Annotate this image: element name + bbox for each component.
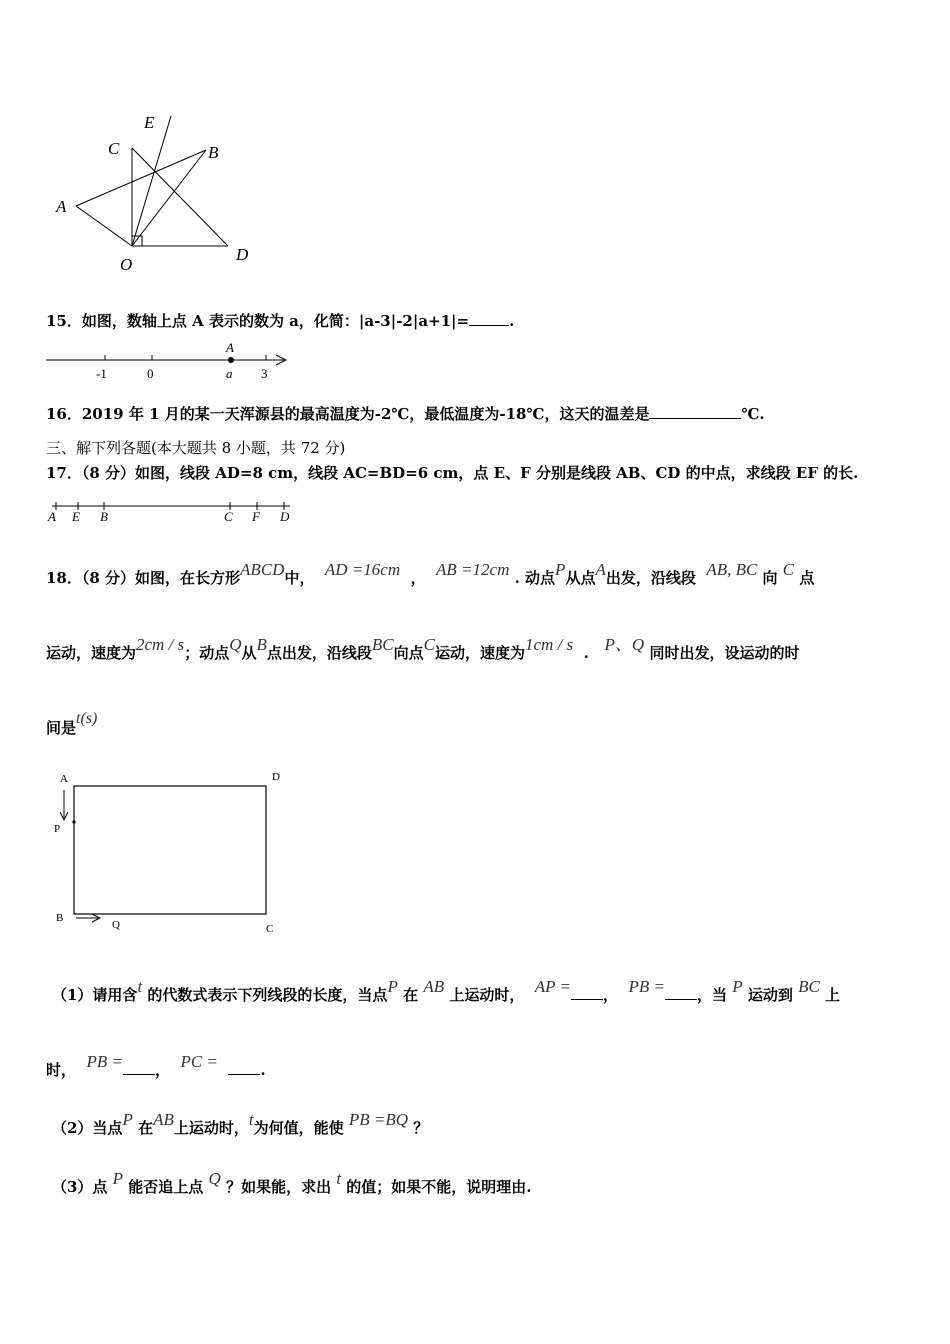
rect-label-b: B xyxy=(56,912,64,924)
math-t: t xyxy=(336,1169,342,1188)
rect-label-q: Q xyxy=(112,919,120,931)
q18-1-text: ， xyxy=(154,1061,170,1079)
q18-1-text: 运动到 xyxy=(747,986,793,1004)
math-speed-q: 1cm / s xyxy=(525,635,574,654)
tick-label-zero: 0 xyxy=(147,366,154,381)
q16-answer-blank xyxy=(649,404,741,419)
q18-2-text: ？ xyxy=(413,1119,429,1137)
math-speed-p: 2cm / s xyxy=(136,635,185,654)
rect-label-p: P xyxy=(54,823,61,835)
question-18-part-1-line-1 xyxy=(52,977,841,1005)
math-a: A xyxy=(595,560,606,579)
math-t: t xyxy=(248,1110,254,1129)
math-ab-bc: AB, BC xyxy=(706,560,758,579)
label-o: O xyxy=(120,255,133,274)
number-line xyxy=(44,340,294,384)
q18-3-text: （3）点 xyxy=(52,1178,108,1196)
q18-text: 从点 xyxy=(565,569,596,587)
q18-3-text: 能否追上点 xyxy=(128,1178,204,1196)
math-ap-eq: AP = xyxy=(534,977,571,996)
label-a: A xyxy=(56,197,67,216)
seg-label-a: A xyxy=(48,509,56,524)
math-q: Q xyxy=(229,635,242,654)
q18-3-text: 的值；如果不能，说明理由. xyxy=(346,1178,532,1196)
q18-1-text: 的代数式表示下列线段的长度，当点 xyxy=(147,986,388,1004)
q15-text: 如图，数轴上点 A 表示的数为 a，化简：|a-3|-2|a+1|= xyxy=(81,312,470,330)
q18-1-text: . xyxy=(260,1061,266,1079)
rect-label-a: A xyxy=(60,773,68,785)
q18-text: ， xyxy=(410,569,426,587)
question-18-line-3 xyxy=(46,710,98,739)
pc-answer-blank xyxy=(228,1060,260,1075)
q18-text: 点出发，沿线段 xyxy=(266,644,372,662)
q18-1-text: ， xyxy=(602,986,618,1004)
label-e: E xyxy=(144,113,155,132)
q18-text: . xyxy=(583,644,589,662)
q16-end: ℃. xyxy=(741,405,765,423)
seg-label-d: D xyxy=(280,509,290,524)
math-c: C xyxy=(782,560,795,579)
line-oe xyxy=(132,116,171,246)
seg-label-c: C xyxy=(224,509,233,524)
math-p: P xyxy=(555,560,566,579)
q18-1-text: 在 xyxy=(403,986,419,1004)
q18-1-text: 时， xyxy=(46,1061,77,1079)
question-15 xyxy=(46,311,514,331)
tick-label-a: a xyxy=(226,366,233,381)
q18-2-text: 上运动时， xyxy=(173,1119,249,1137)
question-18-part-1-line-2 xyxy=(46,1052,266,1080)
rectangle-figure xyxy=(50,766,290,938)
q18-text: 点 xyxy=(799,569,815,587)
math-t-s: t(s) xyxy=(76,710,98,727)
math-pc-eq: PC = xyxy=(180,1052,218,1071)
q17-number: 17． xyxy=(46,464,82,482)
line-ob xyxy=(132,150,206,246)
seg-label-e: E xyxy=(72,509,80,524)
axis-point-label: A xyxy=(226,340,234,355)
math-p: P xyxy=(387,977,398,996)
q16-number: 16． xyxy=(46,405,82,423)
q18-text: 从 xyxy=(241,644,257,662)
q15-number: 15． xyxy=(46,312,82,330)
rect-label-d: D xyxy=(272,771,280,783)
ap-answer-blank xyxy=(571,985,603,1000)
math-bc: BC xyxy=(371,635,394,654)
math-ab: AB xyxy=(423,977,445,996)
question-16 xyxy=(46,404,765,424)
math-p: P xyxy=(112,1169,124,1188)
q18-text: 间是 xyxy=(46,719,77,737)
q18-text: 运动，速度为 xyxy=(435,644,526,662)
line-ao xyxy=(76,206,132,246)
label-c: C xyxy=(108,139,120,158)
seg-label-f: F xyxy=(252,509,260,524)
q18-text: . 动点 xyxy=(514,569,556,587)
math-ab: AB xyxy=(153,1110,174,1129)
pb-answer-blank xyxy=(665,985,697,1000)
question-18-part-2 xyxy=(52,1110,429,1138)
q18-text: 向点 xyxy=(393,644,424,662)
question-18-line-2 xyxy=(46,635,800,663)
seg-label-b: B xyxy=(100,509,108,524)
q18-3-text: ？如果能，求出 xyxy=(226,1178,332,1196)
math-p: P xyxy=(732,977,743,996)
q18-1-text: 上运动时， xyxy=(449,986,525,1004)
q16-text: 2019 年 1 月的某一天浑源县的最高温度为-2℃，最低温度为-18℃，这天的温差是 xyxy=(81,405,650,423)
math-ad: AD =16cm xyxy=(324,560,401,579)
tick-label-three: 3 xyxy=(261,366,268,381)
q18-text: ；动点 xyxy=(184,644,230,662)
question-17 xyxy=(46,463,858,483)
math-t: t xyxy=(137,977,143,996)
math-abcd: ABCD xyxy=(240,560,285,579)
math-pb-eq-bq: PB =BQ xyxy=(348,1110,409,1129)
q18-text: 运动，速度为 xyxy=(46,644,137,662)
q18-text: 出发，沿线段 xyxy=(605,569,696,587)
rect-label-c: C xyxy=(266,923,274,935)
math-pb-eq: PB = xyxy=(628,977,665,996)
label-d: D xyxy=(236,245,249,264)
math-c: C xyxy=(423,635,435,654)
math-b: B xyxy=(256,635,267,654)
q15-end: . xyxy=(509,312,515,330)
section-3-title: 三、解下列各题(本大题共 8 小题，共 72 分) xyxy=(46,439,346,457)
q18-text: 中， xyxy=(284,569,315,587)
math-q: Q xyxy=(208,1169,221,1188)
question-18-part-3 xyxy=(52,1169,532,1197)
question-18-line-1 xyxy=(46,560,815,588)
q18-2-text: （2）当点 xyxy=(52,1119,123,1137)
line-ab xyxy=(76,150,206,206)
q18-2-text: 为何值，能使 xyxy=(253,1119,344,1137)
tick-label-minus-one: -1 xyxy=(96,366,107,381)
q18-text: 向 xyxy=(762,569,778,587)
q17-text: （8 分）如图，线段 AD=8 cm，线段 AC=BD=6 cm，点 E、F 分别是线段 AB、CD 的中点，求线段 EF 的长. xyxy=(81,464,859,482)
q18-1-text: 上 xyxy=(825,986,841,1004)
q18-text: （8 分）如图，在长方形 xyxy=(81,569,241,587)
q18-1-text: ，当 xyxy=(696,986,727,1004)
pb-bc-answer-blank xyxy=(123,1060,155,1075)
math-pb-eq: PB = xyxy=(86,1052,123,1071)
q18-text: 同时出发，设运动的时 xyxy=(649,644,800,662)
segment-figure xyxy=(44,496,304,526)
q18-number: 18． xyxy=(46,569,82,587)
label-b: B xyxy=(208,143,219,162)
math-ab: AB =12cm xyxy=(436,560,510,579)
geometry-figure xyxy=(50,108,270,278)
q18-2-text: 在 xyxy=(138,1119,154,1137)
q15-answer-blank xyxy=(469,311,509,326)
q18-1-text: （1）请用含 xyxy=(52,986,138,1004)
math-p-q: P、Q xyxy=(604,635,645,654)
point-a-dot xyxy=(228,357,234,363)
math-p: P xyxy=(122,1110,133,1129)
math-bc: BC xyxy=(798,977,820,996)
